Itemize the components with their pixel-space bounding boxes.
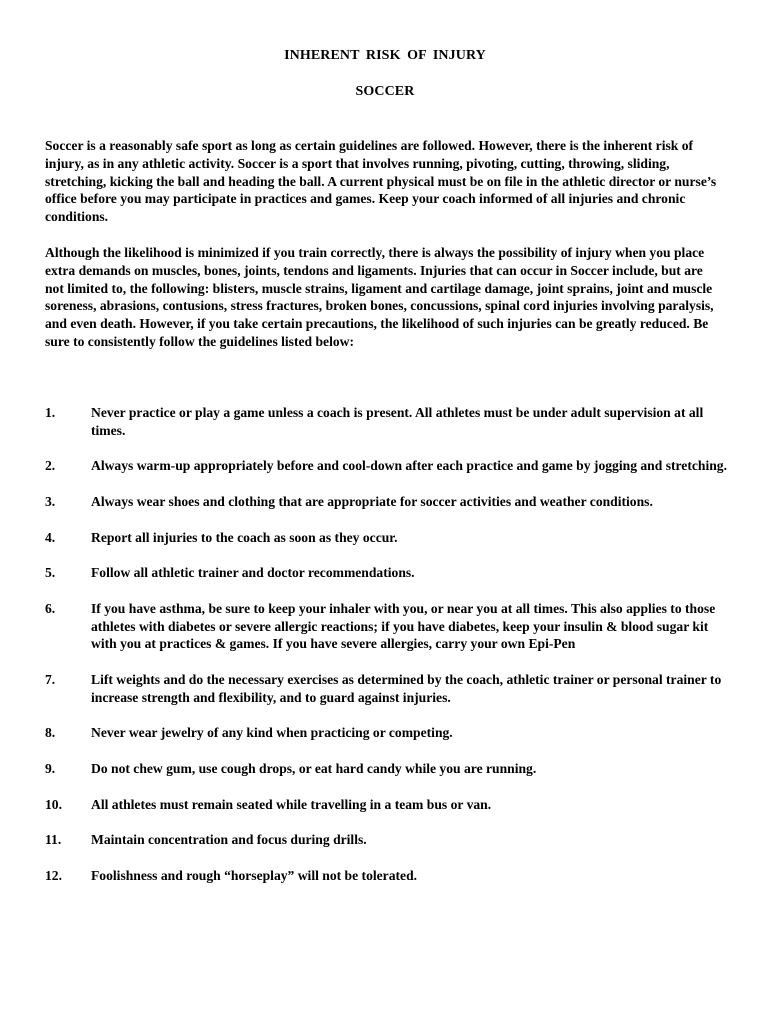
guideline-number: 12.	[45, 867, 62, 883]
guideline-number: 1.	[45, 405, 56, 420]
guideline-number: 5.	[45, 565, 56, 581]
document-subtitle: SOCCER	[355, 84, 415, 99]
guidelines-list	[45, 404, 735, 902]
guideline-text: Follow all athletic trainer and doctor recommendations.	[91, 565, 415, 581]
guideline-text: All athletes must remain seated while travelling in a team bus or van.	[91, 796, 492, 812]
guideline-number: 8.	[45, 725, 56, 741]
guideline-item	[45, 529, 735, 547]
guideline-item	[45, 600, 735, 653]
guideline-item	[45, 831, 735, 849]
guideline-item	[45, 724, 735, 742]
intro-paragraph: Soccer is a reasonably safe sport as long as certain guidelines are followed. However, there is the inherent risk of injury, as in any athletic activity. Soccer is a sport that involves running, pivoting, cutting, throwing, sliding, stretching, kicking the ball and heading the ball. A current physical must be on file in the athletic director or nurse’s office before you may participate in practices and games. Keep your coach informed of all injuries and chronic conditions.	[45, 138, 717, 225]
guideline-item	[45, 867, 735, 885]
guideline-text: Never wear jewelry of any kind when practicing or competing.	[91, 725, 453, 741]
guideline-text: Report all injuries to the coach as soon as they occur.	[91, 529, 398, 545]
guideline-text: Maintain concentration and focus during drills.	[91, 832, 367, 848]
guideline-text: Never practice or play a game unless a coach is present. All athletes must be under adult supervision at all times.	[91, 405, 704, 438]
risk-paragraph: Although the likelihood is minimized if you train correctly, there is always the possibility of injury when you place extra demands on muscles, bones, joints, tendons and ligaments. Injuries that can occur in Soccer include, but are not limited to, the following: blisters, muscle strains, ligament and cartilage damage, joint sprains, joint and muscle soreness, abrasions, contusions, stress fractures, broken bones, concussions, spinal cord injuries involving paralysis, and even death. However, if you take certain precautions, the likelihood of such injuries can be greatly reduced. Be sure to consistently follow the guidelines listed below:	[45, 245, 714, 349]
guideline-item	[45, 760, 735, 778]
guideline-number: 6.	[45, 600, 56, 616]
guideline-number: 11.	[45, 832, 62, 848]
guideline-item	[45, 671, 735, 707]
guideline-item	[45, 796, 735, 814]
guideline-number: 3.	[45, 493, 56, 509]
guideline-number: 4.	[45, 529, 56, 545]
guideline-item	[45, 457, 735, 475]
guideline-item	[45, 404, 735, 440]
guideline-text: Do not chew gum, use cough drops, or eat hard candy while you are running.	[91, 760, 537, 776]
guideline-number: 7.	[45, 671, 56, 687]
guideline-number: 10.	[45, 796, 62, 812]
guideline-text: Always wear shoes and clothing that are appropriate for soccer activities and weather conditions.	[91, 493, 653, 509]
guideline-number: 2.	[45, 458, 56, 474]
guideline-text: Foolishness and rough “horseplay” will not be tolerated.	[91, 867, 418, 883]
guideline-text: Lift weights and do the necessary exercises as determined by the coach, athletic trainer or personal trainer to increase strength and flexibility, and to guard against injuries.	[91, 671, 722, 705]
guideline-text: Always warm-up appropriately before and cool-down after each practice and game by jogging and stretching.	[91, 458, 727, 474]
document-title: INHERENT RISK OF INJURY	[284, 48, 486, 63]
guideline-item	[45, 564, 735, 582]
guideline-number: 9.	[45, 760, 56, 776]
guideline-text: If you have asthma, be sure to keep your inhaler with you, or near you at all times. This also applies to those athletes with diabetes or severe allergic reactions; if you have diabetes, keep your insulin & blood sugar kit with you at practices & games. If you have severe allergies, carry your own Epi-Pen	[91, 600, 716, 652]
guideline-item	[45, 493, 735, 511]
